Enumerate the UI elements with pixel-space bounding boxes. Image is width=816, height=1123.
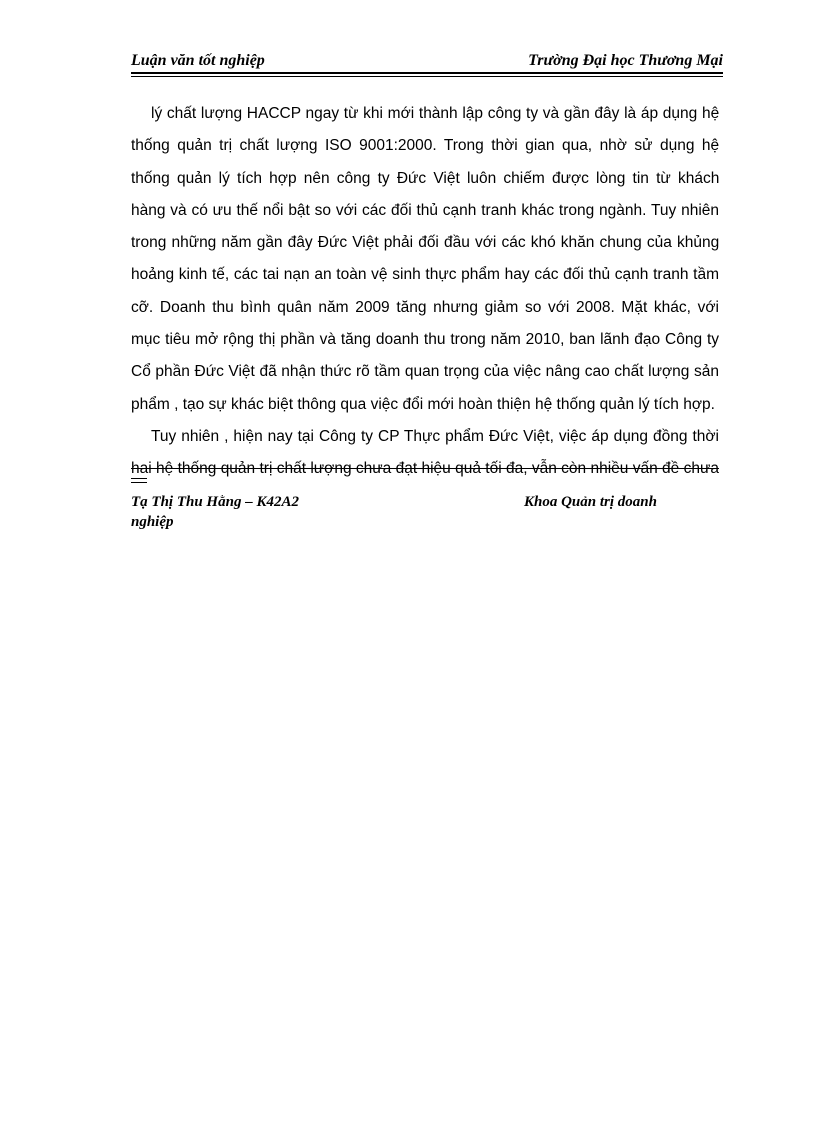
text-line: lý chất lượng HACCP ngay từ khi mới thành lập công ty và gần đây là áp dụng hệ (151, 105, 720, 122)
text-line: Cổ phần Đức Việt đã nhận thức rõ tầm quan trọng của việc nâng cao chất lượng sản (131, 363, 719, 381)
text-line: thống quản lý tích hợp nên công ty Đức Việt luôn chiếm được lòng tin từ khách (131, 169, 720, 187)
footer-separator (131, 478, 147, 486)
header-rule-thin (131, 76, 723, 77)
footer-faculty-wrap: nghiệp (131, 514, 174, 530)
body-text (131, 98, 719, 486)
paragraph-2-line-2-struck: hai hệ thống quản trị chất lượng chưa đạt hiệu quả tối đa, vẫn còn nhiều vấn đề chưa (131, 460, 719, 478)
text-line: hàng và có ưu thế nổi bật so với các đối thủ cạnh tranh khác trong ngành. Tuy nhiên (131, 201, 719, 219)
paragraph-2-line-1: Tuy nhiên , hiện nay tại Công ty CP Thực phẩm Đức Việt, việc áp dụng đồng thời (151, 427, 719, 445)
header-thesis-label: Luận văn tốt nghiệp (131, 52, 265, 69)
text-line: cỡ. Doanh thu bình quân năm 2009 tăng nhưng giảm so với 2008. Mặt khác, với (131, 298, 719, 316)
footer-faculty: Khoa Quản trị doanh (524, 494, 657, 510)
text-line: hoảng kinh tế, các tai nạn an toàn vệ sinh thực phẩm hay các đối thủ cạnh tranh tầm (131, 266, 719, 284)
text-line: mục tiêu mở rộng thị phần và tăng doanh thu trong năm 2010, ban lãnh đạo Công ty (131, 331, 720, 349)
header-university-name: Trường Đại học Thương Mại (528, 52, 723, 69)
footer-author: Tạ Thị Thu Hằng – K42A2 (131, 494, 299, 510)
header-rule-thick (131, 72, 723, 74)
text-line: trong những năm gần đây Đức Việt phải đối đầu với các khó khăn chung của khủng (131, 234, 720, 252)
text-line: thống quản trị chất lượng ISO 9001:2000. Trong thời gian qua, nhờ sử dụng hệ (131, 137, 720, 155)
page-header (131, 52, 723, 74)
text-line: phẩm , tạo sự khác biệt thông qua việc đổi mới hoàn thiện hệ thống quản lý tích hợp. (131, 395, 715, 413)
